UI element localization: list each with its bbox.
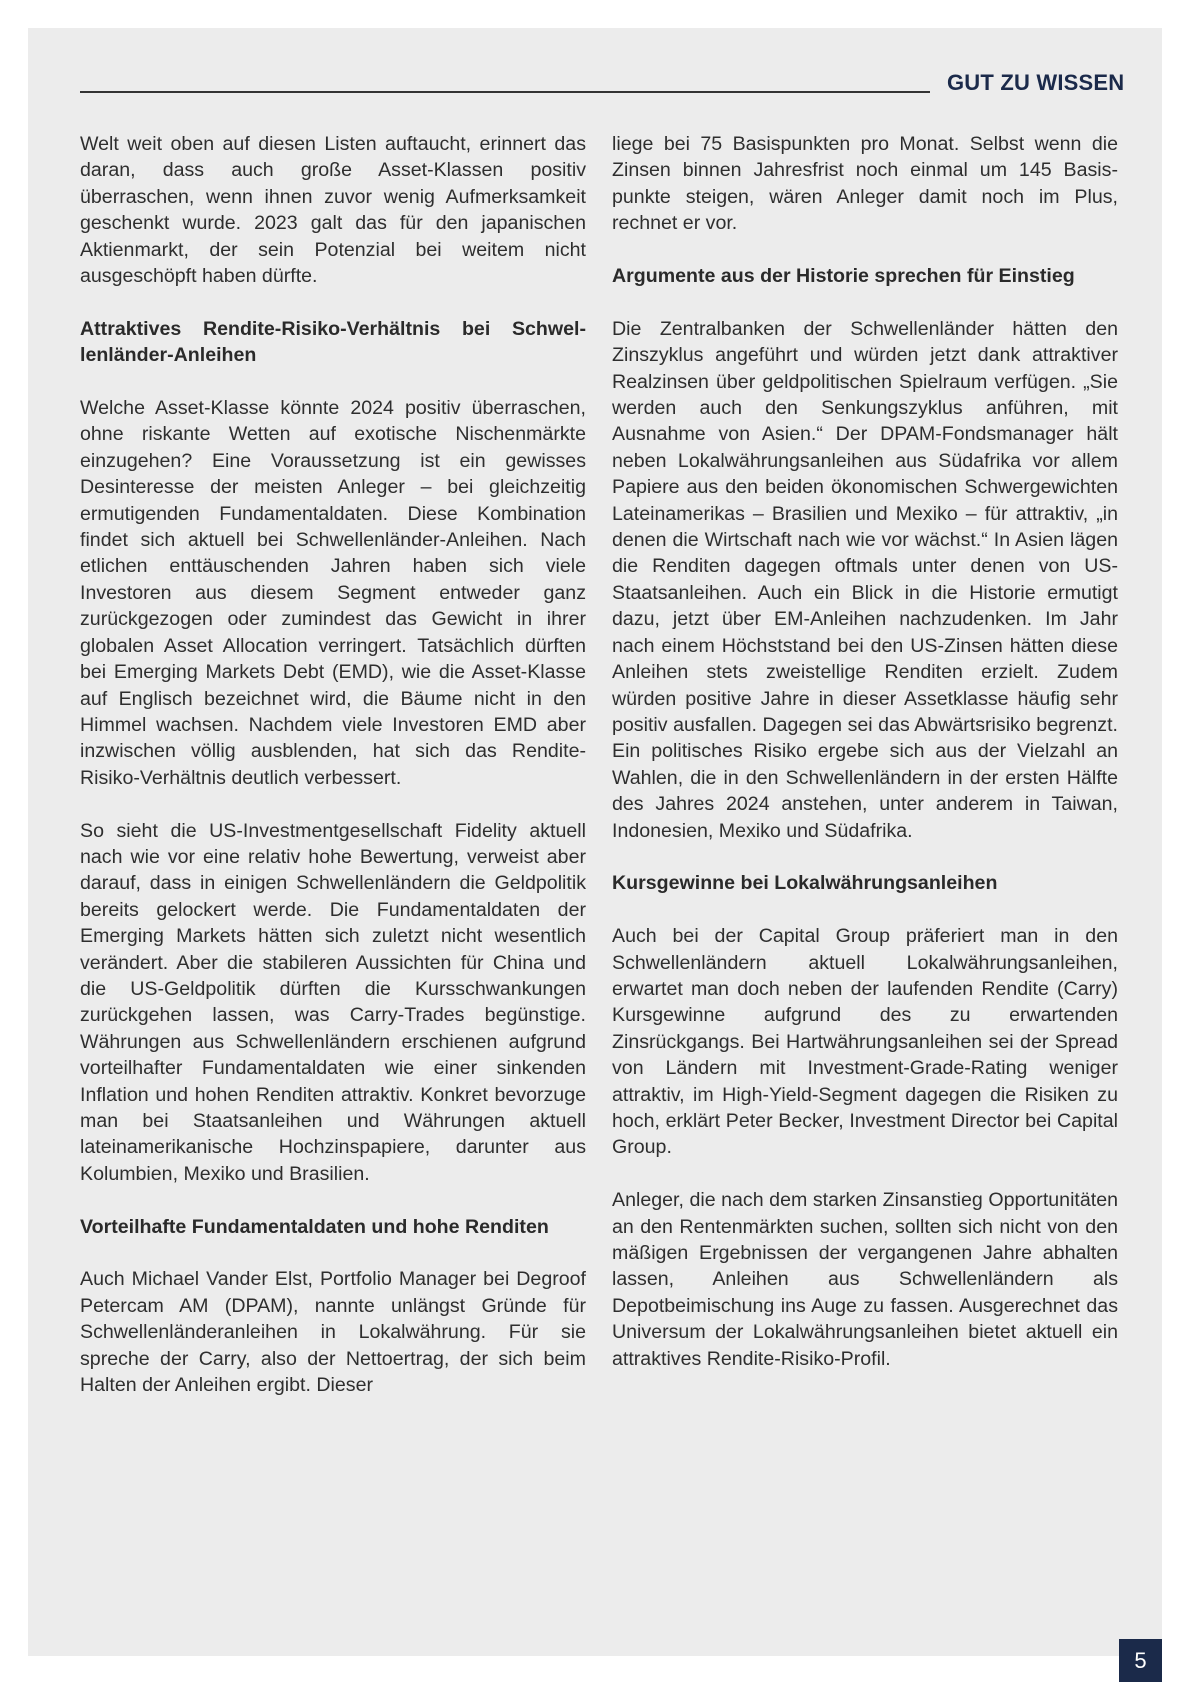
paragraph: Die Zentralbanken der Schwellenländer hätten den Zinszyklus angeführt und würden jetzt dank attraktiver Realzinsen über geldpolitischen Spielraum verfügen. „Sie werden auch den Senkungszyklus anführen, mit Ausnahme von Asien.“ Der DPAM-Fondsmanager hält neben Lokalwährungsanleihen aus Südafrika vor allem Papiere aus den beiden ökonomischen Schwergewichten Lateinamerikas – Brasilien und Mexiko – für attraktiv, „in denen die Wirtschaft nach wie vor wächst.“ In Asien lägen die Renditen dagegen oftmals unter denen von US-Staatsanleihen. Auch ein Blick in die Historie ermutigt dazu, jetzt über EM-Anleihen nachzudenken. Im Jahr nach einem Höchststand bei den US-Zinsen hätten diese Anleihen stets zweistellige Renditen erzielt. Zudem würden positive Jahre in dieser Assetklasse häufig sehr positiv ausfallen. Dagegen sei das Abwärtsrisiko begrenzt. Ein politisches Risiko ergebe sich aus der Vielzahl an Wahlen, die in den Schwellenländern in der ersten Hälfte des Jahres 2024 anstehen, unter anderem in Taiwan, Indonesien, Mexiko und Südafrika.: [612, 317, 1118, 842]
paragraph: So sieht die US-Investmentgesellschaft Fidelity aktuell nach wie vor eine relativ hohe Bewertung, verweist aber darauf, dass in einigen Schwellenländern die Geldpolitik bereits gelockert werde. Die Fundamentaldaten der Emerging Markets hätten sich zuletzt nicht wesentlich verändert. Aber die stabileren Aussichten für China und die US-Geldpolitik dürften die Kursschwankungen zurückgehen lassen, was Carry-Trades begünstige. Währungen aus Schwellenländern erschienen aufgrund vorteilhafter Fundamentaldaten wie einer sinkenden Inflation und hohen Renditen attraktiv. Konkret bevorzuge man bei Staatsanleihen und Währungen aktuell lateinamerikanische Hochzinspapiere, darunter aus Kolumbien, Mexiko und Brasilien.: [80, 819, 586, 1185]
paragraph: Welt weit oben auf diesen Listen auftaucht, erinnert das daran, dass auch große Asset-Klassen positiv überraschen, wenn ihnen zuvor wenig Aufmerksamkeit geschenkt wurde. 2023 galt das für den japanischen Aktienmarkt, der sein Potenzial bei weitem nicht ausgeschöpft haben dürfte.: [80, 133, 586, 288]
left-column: [80, 131, 586, 1425]
document-page: [28, 28, 1162, 1673]
subheading: Vorteilhafte Fundamentaldaten und hohe Renditen: [80, 1215, 549, 1238]
page-number: 5: [1119, 1639, 1162, 1682]
subheading: Argumente aus der Historie sprechen für Einstieg: [612, 265, 1075, 288]
paragraph: Anleger, die nach dem starken Zinsanstieg Opportunitäten an den Rentenmärkten suchen, sollten sich nicht von den mäßigen Ergebnissen der vergangenen Jahre abhalten lassen, Anleihen aus Schwellenländern als Depotbeimischung ins Auge zu fassen. Ausgerechnet das Universum der Lokalwährungsanleihen bietet aktuell ein attraktives Rendite-Risiko-Profil.: [612, 1189, 1118, 1370]
paragraph: Auch bei der Capital Group präferiert man in den Schwellenländern aktuell Lokalwährungsanleihen, erwartet man doch neben der laufenden Rendite (Carry) Kursgewinne aufgrund des zu erwartenden Zinsrückgangs. Bei Hartwährungsanleihen sei der Spread von Ländern mit Investment-Grade-Rating weniger attraktiv, im High-Yield-Segment dagegen die Risiken zu hoch, erklärt Peter Becker, Investment Director bei Capital Group.: [612, 925, 1118, 1159]
section-label: GUT ZU WISSEN: [947, 70, 1125, 95]
header-rule: [80, 91, 930, 93]
paragraph: liege bei 75 Basispunkten pro Monat. Selbst wenn die Zinsen binnen Jahresfrist noch einmal um 145 Basispunkte steigen, wären Anleger damit noch im Plus, rechnet er vor.: [612, 133, 1118, 235]
subheading: Kursgewinne bei Lokalwährungsanleihen: [612, 872, 998, 895]
paragraph: Auch Michael Vander Elst, Portfolio Manager bei Degroof Petercam AM (DPAM), nannte unlängst Gründe für Schwellenländeranleihen in Lokalwährung. Für sie spreche der Carry, also der Nettoertrag, der sich beim Halten der Anleihen ergibt. Dieser: [80, 1268, 586, 1397]
paragraph: Welche Asset-Klasse könnte 2024 positiv überraschen, ohne riskante Wetten auf exotische Nischenmärkte einzugehen? Eine Voraussetzung ist ein gewisses Desinteresse der meisten Anleger – bei gleichzeitig ermutigenden Fundamentaldaten. Diese Kombination findet sich aktuell bei Schwellenländer-Anleihen. Nach etlichen enttäuschenden Jahren haben sich viele Investoren aus diesem Segment entweder ganz zurückgezogen oder zumindest das Gewicht in ihrer globalen Asset Allocation verringert. Tatsächlich dürften bei Emerging Markets Debt (EMD), wie die Asset-Klasse auf Englisch bezeichnet wird, die Bäume nicht in den Himmel wachsen. Nachdem viele Investoren EMD aber inzwischen völlig ausblenden, hat sich das Rendite-Risiko-Verhältnis deutlich verbessert.: [80, 397, 586, 789]
right-column: [612, 131, 1118, 1398]
subheading: Attraktives Rendite-Risiko-Verhältnis bei Schwellenländer-Anleihen: [80, 317, 586, 367]
